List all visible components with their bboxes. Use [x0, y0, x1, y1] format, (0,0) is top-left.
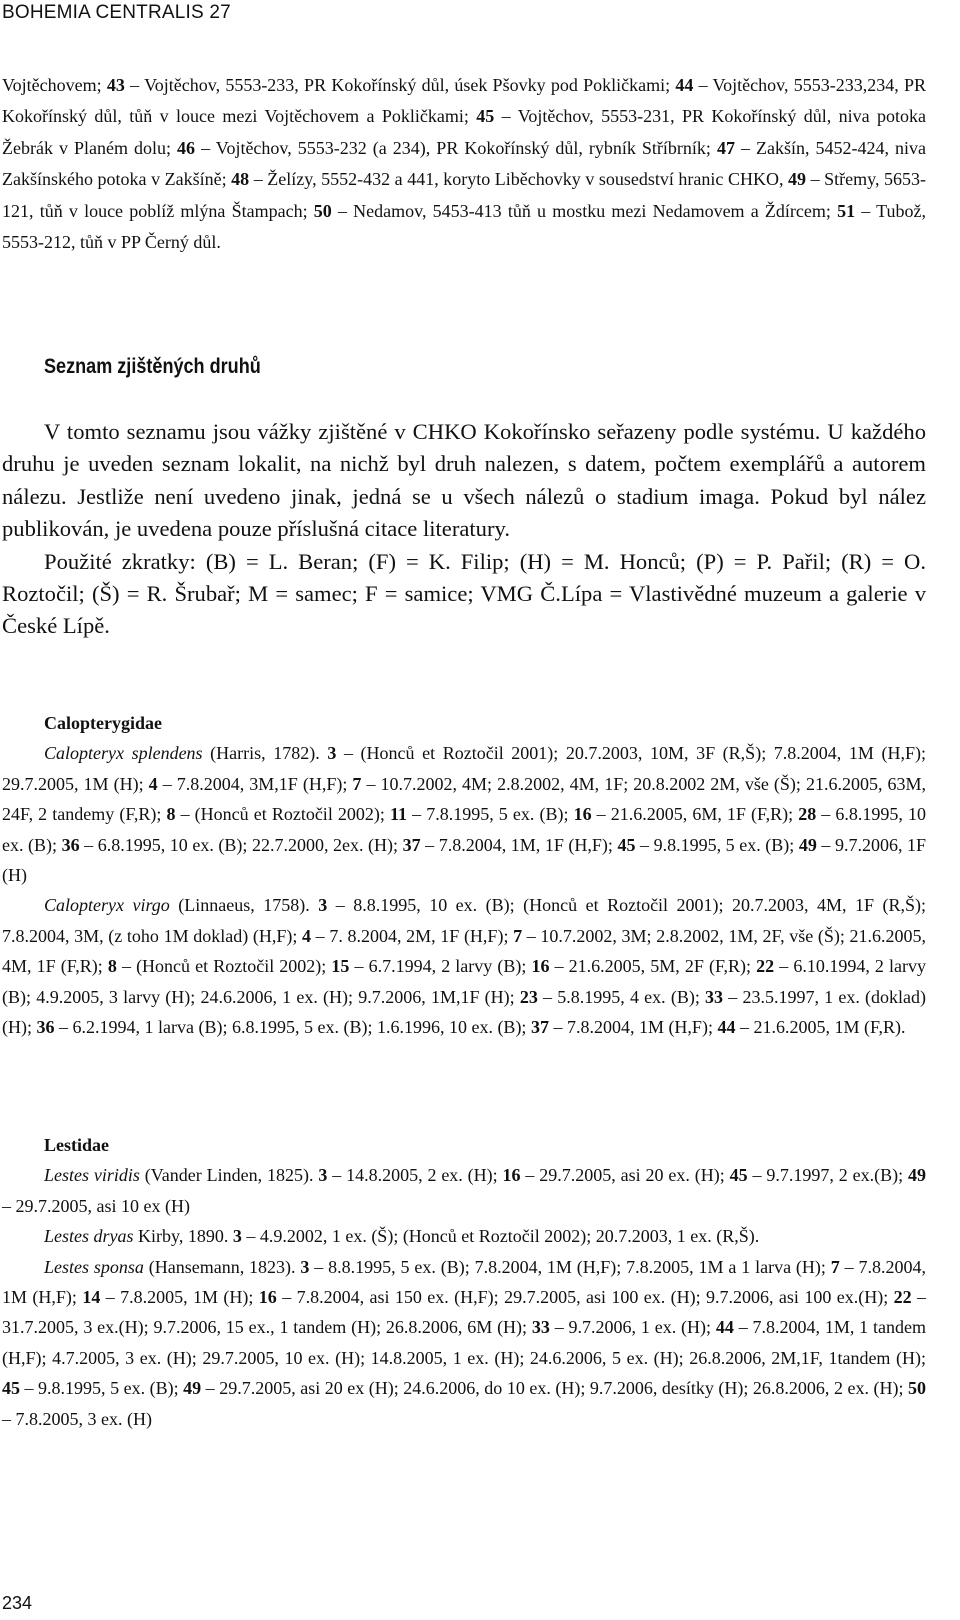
- locality-number: 11: [390, 804, 408, 825]
- locality-number: 23: [519, 986, 538, 1007]
- species-record: Lestes viridis (Vander Linden, 1825). 3 – 14.8.2005, 2 ex. (H); 16 – 29.7.2005, asi 20 ex. (H); 45 – 9.7.1997, 2 ex.(B); 49 – 29.7.2005, asi 10 ex (H): [2, 1165, 926, 1216]
- locality-number: 3: [318, 895, 328, 916]
- locality-number: 33: [705, 986, 724, 1007]
- locality-number: 16: [258, 1287, 277, 1308]
- locality-number: 46: [177, 137, 196, 158]
- locality-number: 44: [717, 1017, 736, 1038]
- locality-number: 33: [531, 1317, 550, 1338]
- species-record: Calopteryx splendens (Harris, 1782). 3 – (Honců et Roztočil 2001); 20.7.2003, 10M, 3F (R,Š); 7.8.2004, 1M (H,F); 29.7.2005, 1M (H); 4 – 7.8.2004, 3M,1F (H,F); 7 – 10.7.2002, 4M; 2.8.2002, 4M, 1F; 20.8.2002 2M, vše (Š); 21.6.2005, 63M, 24F, 2 tandemy (F,R); 8 – (Honců et Roztočil 2002); 11 – 7.8.1995, 5 ex. (B); 16 – 21.6.2005, 6M, 1F (F,R); 28 – 6.8.1995, 10 ex. (B); 36 – 6.8.1995, 10 ex. (B); 22.7.2000, 2ex. (H); 37 – 7.8.2004, 1M, 1F (H,F); 45 – 9.8.1995, 5 ex. (B); 49 – 9.7.2006, 1F (H): [2, 743, 927, 886]
- family-heading: Lestidae: [44, 1135, 109, 1155]
- locality-number: 8: [107, 956, 117, 977]
- locality-number: 44: [715, 1317, 734, 1338]
- locality-number: 49: [798, 834, 817, 855]
- locality-number: 37: [530, 1017, 549, 1038]
- family-block-calopterygidae: [2, 708, 926, 1042]
- section-paragraph: V tomto seznamu jsou vážky zjištěné v CHKO Kokořínsko seřazeny podle systému. U každého druhu je uveden seznam lokalit, na nichž byl druh nalezen, s datem, počtem exemplářů a autorem nálezu. Jestliže není uvedeno jinak, jedná se u všech nálezů o stadium imaga. Pokud byl nález publikován, je uvedena pouze příslušná citace literatury.: [2, 419, 926, 542]
- locality-number: 28: [798, 804, 817, 825]
- species-record: Lestes dryas Kirby, 1890. 3 – 4.9.2002, 1 ex. (Š); (Honců et Roztočil 2002); 20.7.2003, 1 ex. (R,Š).: [44, 1226, 760, 1247]
- species-name: Calopteryx virgo: [44, 895, 170, 916]
- family-block-lestidae: [2, 1130, 926, 1434]
- locality-number: 51: [837, 200, 856, 221]
- locality-number: 3: [318, 1165, 328, 1186]
- locality-number: 7: [513, 925, 523, 946]
- locality-number: 3: [232, 1226, 242, 1247]
- locality-number: 45: [2, 1378, 20, 1399]
- locality-number: 36: [61, 834, 80, 855]
- locality-number: 37: [402, 834, 421, 855]
- locality-list-paragraph: Vojtěchovem; 43 – Vojtěchov, 5553-233, PR Kokořínský důl, úsek Pšovky pod Pokličkami; 44 – Vojtěchov, 5553-233,234, PR Kokořínský důl, tůň v louce mezi Vojtěchovem a Pokličkami; 45 – Vojtěchov, 5553-231, PR Kokořínský důl, niva potoka Žebrák v Planém dolu; 46 – Vojtěchov, 5553-232 (a 234), PR Kokořínský důl, rybník Stříbrník; 47 – Zakšín, 5452-424, niva Zakšínského potoka v Zakšíně; 48 – Želízy, 5552-432 a 441, koryto Liběchovky v sousedství hranic CHKO, 49 – Střemy, 5653-121, tůň v louce poblíž mlýna Štampach; 50 – Nedamov, 5453-413 tůň u mostku mezi Nedamovem a Ždírcem; 51 – Tubož, 5553-212, tůň v PP Černý důl.: [2, 75, 926, 253]
- species-name: Calopteryx splendens: [44, 743, 203, 764]
- locality-number: 45: [476, 106, 495, 127]
- page-number: 234: [2, 1593, 33, 1613]
- locality-number: 7: [830, 1256, 840, 1277]
- locality-number: 15: [331, 956, 350, 977]
- locality-number: 49: [908, 1165, 926, 1186]
- species-record: Calopteryx virgo (Linnaeus, 1758). 3 – 8.8.1995, 10 ex. (B); (Honců et Roztočil 2001); 20.7.2003, 4M, 1F (R,Š); 7.8.2004, 3M, (z toho 1M doklad) (H,F); 4 – 7. 8.2004, 2M, 1F (H,F); 7 – 10.7.2002, 3M; 2.8.2002, 1M, 2F, vše (Š); 21.6.2005, 4M, 1F (F,R); 8 – (Honců et Roztočil 2002); 15 – 6.7.1994, 2 larvy (B); 16 – 21.6.2005, 5M, 2F (F,R); 22 – 6.10.1994, 2 larvy (B); 4.9.2005, 3 larvy (H); 24.6.2006, 1 ex. (H); 9.7.2006, 1M,1F (H); 23 – 5.8.1995, 4 ex. (B); 33 – 23.5.1997, 1 ex. (doklad) (H); 36 – 6.2.1994, 1 larva (B); 6.8.1995, 5 ex. (B); 1.6.1996, 10 ex. (B); 37 – 7.8.2004, 1M (H,F); 44 – 21.6.2005, 1M (F,R).: [2, 895, 927, 1038]
- locality-number: 16: [502, 1165, 521, 1186]
- locality-number: 44: [675, 75, 694, 95]
- species-name: Lestes dryas: [44, 1226, 134, 1247]
- locality-number: 4: [302, 925, 312, 946]
- locality-number: 50: [313, 200, 332, 221]
- locality-number: 49: [183, 1378, 202, 1399]
- locality-number: 50: [908, 1378, 927, 1399]
- locality-number: 16: [531, 956, 550, 977]
- section-heading: Seznam zjištěných druhů: [44, 355, 261, 378]
- locality-number: 49: [788, 169, 807, 190]
- locality-number: 45: [617, 834, 636, 855]
- locality-number: 43: [106, 75, 125, 95]
- locality-number: 48: [231, 169, 250, 190]
- locality-number: 3: [327, 743, 337, 764]
- locality-number: 4: [148, 773, 158, 794]
- species-name: Lestes sponsa: [44, 1256, 144, 1277]
- locality-number: 47: [716, 137, 735, 158]
- species-record: Lestes sponsa (Hansemann, 1823). 3 – 8.8.1995, 5 ex. (B); 7.8.2004, 1M (H,F); 7.8.2005, 1M a 1 larva (H); 7 – 7.8.2004, 1M (H,F); 14 – 7.8.2005, 1M (H); 16 – 7.8.2004, asi 150 ex. (H,F); 29.7.2005, asi 100 ex. (H); 9.7.2006, asi 100 ex.(H); 22 – 31.7.2005, 3 ex.(H); 9.7.2006, 15 ex., 1 tandem (H); 26.8.2006, 6M (H); 33 – 9.7.2006, 1 ex. (H); 44 – 7.8.2004, 1M, 1 tandem (H,F); 4.7.2005, 3 ex. (H); 29.7.2005, 10 ex. (H); 14.8.2005, 1 ex. (H); 24.6.2006, 5 ex. (H); 26.8.2006, 2M,1F, 1tandem (H); 45 – 9.8.1995, 5 ex. (B); 49 – 29.7.2005, asi 20 ex (H); 24.6.2006, do 10 ex. (H); 9.7.2006, desítky (H); 26.8.2006, 2 ex. (H); 50 – 7.8.2005, 3 ex. (H): [2, 1256, 927, 1429]
- locality-number: 3: [300, 1256, 310, 1277]
- family-heading: Calopterygidae: [44, 713, 162, 733]
- section-intro: [2, 416, 926, 643]
- locality-number: 16: [573, 804, 592, 825]
- abbreviations-paragraph: Použité zkratky: (B) = L. Beran; (F) = K. Filip; (H) = M. Honců; (P) = P. Pařil; (R) = O. Roztočil; (Š) = R. Šrubař; M = samec; F = samice; VMG Č.Lípa = Vlastivědné muzeum a galerie v České Lípě.: [2, 548, 926, 639]
- locality-number: 8: [166, 804, 176, 825]
- locality-number: 45: [729, 1165, 748, 1186]
- running-header: BOHEMIA CENTRALIS 27: [2, 2, 231, 23]
- locality-number: 7: [352, 773, 362, 794]
- species-name: Lestes viridis: [44, 1165, 140, 1186]
- locality-number: 22: [756, 956, 775, 977]
- locality-number: 36: [36, 1017, 55, 1038]
- locality-number: 14: [82, 1287, 101, 1308]
- locality-number: 22: [893, 1287, 912, 1308]
